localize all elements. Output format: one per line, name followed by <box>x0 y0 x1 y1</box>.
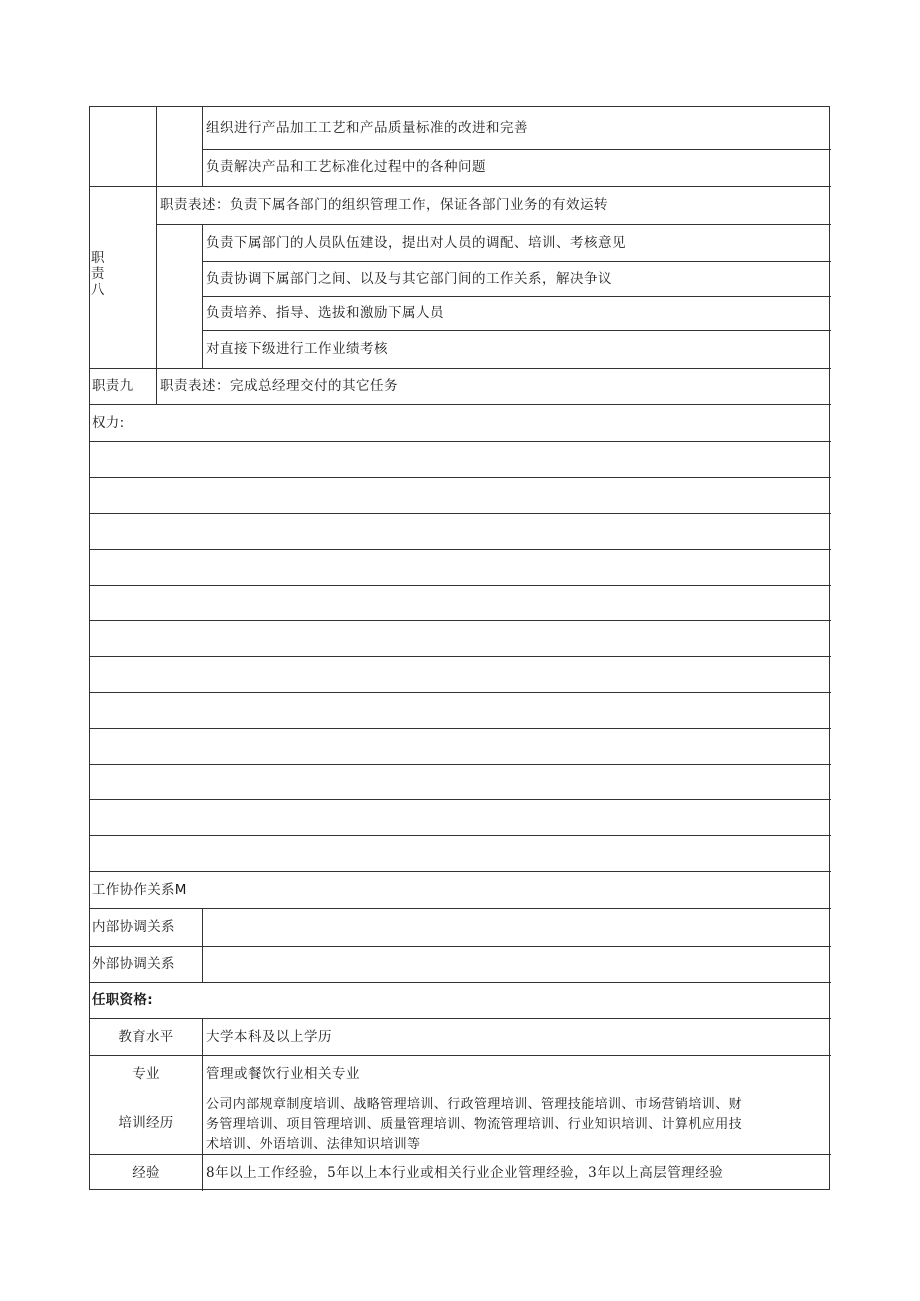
row-divider <box>90 585 831 586</box>
row-divider <box>90 692 831 693</box>
duty8-summary: 职责表述：负责下属各部门的组织管理工作，保证各部门业务的有效运转 <box>160 197 608 213</box>
duty8-label: 职 责 八 <box>91 250 105 298</box>
duty-item: 负责下属部门的人员队伍建设，提出对人员的调配、培训、考核意见 <box>206 235 626 251</box>
relations-label: 工作协作关系M <box>92 882 187 898</box>
duty-item: 负责培养、指导、选拔和激励下属人员 <box>206 305 444 321</box>
row-divider <box>90 764 831 765</box>
authority-label: 权力: <box>92 415 125 431</box>
education-value: 大学本科及以上学历 <box>206 1029 332 1045</box>
col-divider <box>202 107 203 186</box>
col-divider <box>202 908 203 982</box>
row-divider <box>90 513 831 514</box>
col-divider <box>156 368 157 404</box>
row-divider <box>90 835 831 836</box>
duty-item: 负责解决产品和工艺标准化过程中的各种问题 <box>206 159 486 175</box>
job-description-table <box>89 106 830 1190</box>
row-divider <box>90 728 831 729</box>
row-divider <box>90 871 831 872</box>
duty9-label: 职责九 <box>92 378 134 394</box>
duty9-summary: 职责表述：完成总经理交付的其它任务 <box>160 378 398 394</box>
training-value: 公司内部规章制度培训、战略管理培训、行政管理培训、管理技能培训、市场营销培训、财 务管理培训、项目管理培训、质量管理培训、物流管理培训、行业知识培训、计算机应用技 术培训、外语培训、法律知识培训等 <box>206 1097 743 1152</box>
experience-label: 经验 <box>132 1165 160 1181</box>
col-divider <box>202 1018 203 1191</box>
row-divider <box>90 441 831 442</box>
major-label: 专业 <box>132 1066 160 1082</box>
duty-item: 负责协调下属部门之间、以及与其它部门间的工作关系，解决争议 <box>206 271 612 287</box>
row-divider <box>90 404 831 405</box>
training-label: 培训经历 <box>118 1115 174 1131</box>
qualifications-label: 任职资格: <box>92 992 153 1008</box>
row-divider <box>202 149 831 150</box>
col-divider <box>156 107 157 186</box>
external-relations-label: 外部协调关系 <box>92 956 175 972</box>
row-divider <box>202 330 831 331</box>
row-divider <box>90 186 831 187</box>
row-divider <box>90 799 831 800</box>
row-divider <box>90 656 831 657</box>
internal-relations-label: 内部协调关系 <box>92 919 175 935</box>
experience-value: 8年以上工作经验，5年以上本行业或相关行业企业管理经验，3年以上高层管理经验 <box>206 1165 724 1181</box>
row-divider <box>90 982 831 983</box>
col-divider <box>156 186 157 368</box>
row-divider <box>90 477 831 478</box>
row-divider <box>90 368 831 369</box>
education-label: 教育水平 <box>118 1029 174 1045</box>
major-value: 管理或餐饮行业相关专业 <box>206 1066 360 1082</box>
row-divider <box>202 296 831 297</box>
duty-item: 对直接下级进行工作业绩考核 <box>206 341 388 357</box>
duty-item: 组织进行产品加工工艺和产品质量标准的改进和完善 <box>206 120 528 136</box>
col-divider <box>202 224 203 368</box>
row-divider <box>202 261 831 262</box>
row-divider <box>156 224 831 225</box>
row-divider <box>90 620 831 621</box>
row-divider <box>90 549 831 550</box>
